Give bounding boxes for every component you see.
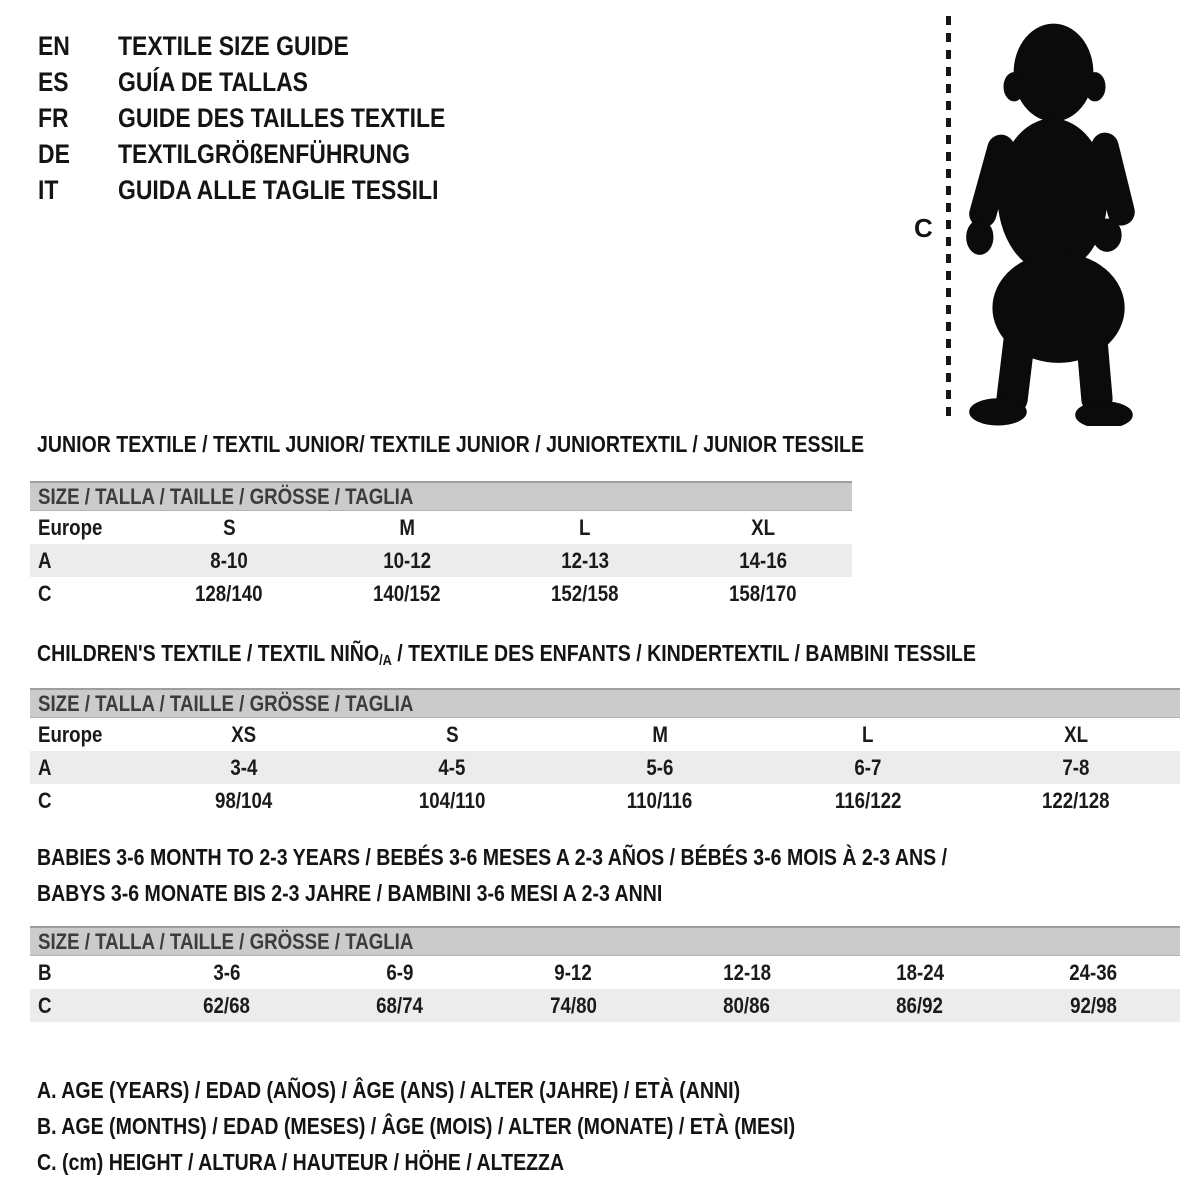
babies-section-title-line1: BABIES 3-6 MONTH TO 2-3 YEARS / BEBÉS 3-6 MESES A 2-3 AÑOS / BÉBÉS 3-6 MOIS À 2-3 ANS / xyxy=(37,844,948,870)
size-header-label: SIZE / TALLA / TAILLE / GRÖSSE / TAGLIA xyxy=(38,690,414,716)
measure-label-c: C xyxy=(914,213,933,243)
legend-line-a: A. AGE (YEARS) / EDAD (AÑOS) / ÂGE (ANS) / ALTER (JAHRE) / ETÀ (ANNI) xyxy=(37,1076,741,1103)
table-row-height xyxy=(30,784,1180,817)
months-cell: 12-18 xyxy=(722,959,771,985)
height-cell: 98/104 xyxy=(215,787,273,813)
toddler-silhouette-icon xyxy=(954,12,1152,426)
size-table-header xyxy=(30,926,1180,956)
size-cell: XL xyxy=(1064,721,1088,747)
height-cell: 116/122 xyxy=(834,787,902,813)
language-row-fr xyxy=(38,100,503,136)
months-cell: 18-24 xyxy=(896,959,944,985)
height-cell: 122/128 xyxy=(1042,787,1110,813)
height-cell: 92/98 xyxy=(1069,992,1117,1018)
row-label: C xyxy=(38,580,52,606)
guide-title-de: TEXTILGRÖßENFÜHRUNG xyxy=(118,138,410,169)
age-cell: 4-5 xyxy=(438,754,466,780)
guide-title-es: GUÍA DE TALLAS xyxy=(118,66,308,97)
language-row-en xyxy=(38,28,503,64)
language-title-list xyxy=(38,28,503,208)
table-row-age xyxy=(30,544,852,577)
height-cell: 158/170 xyxy=(729,580,797,606)
height-cell: 62/68 xyxy=(203,992,251,1018)
table-row-age xyxy=(30,751,1180,784)
height-dashed-line xyxy=(946,16,951,420)
months-cell: 6-9 xyxy=(386,959,414,985)
language-code: ES xyxy=(38,66,69,97)
table-row-height xyxy=(30,577,852,610)
table-row-height xyxy=(30,989,1180,1022)
height-cell: 152/158 xyxy=(551,580,619,606)
months-cell: 24-36 xyxy=(1069,959,1118,985)
age-cell: 6-7 xyxy=(854,754,882,780)
height-cell: 68/74 xyxy=(376,992,424,1018)
size-cell: S xyxy=(222,514,236,540)
size-cell: XL xyxy=(751,514,775,540)
age-cell: 5-6 xyxy=(646,754,674,780)
junior-section-title: JUNIOR TEXTILE / TEXTIL JUNIOR/ TEXTILE JUNIOR / JUNIORTEXTIL / JUNIOR TESSILE xyxy=(37,431,865,457)
size-cell: M xyxy=(652,721,668,747)
junior-size-table xyxy=(30,481,852,610)
children-section-title: CHILDREN'S TEXTILE / TEXTIL NIÑO/A / TEXTILE DES ENFANTS / KINDERTEXTIL / BAMBINI TESSILE xyxy=(37,640,976,669)
months-cell: 9-12 xyxy=(554,959,593,985)
language-row-es xyxy=(38,64,503,100)
legend-line-b: B. AGE (MONTHS) / EDAD (MESES) / ÂGE (MOIS) / ALTER (MONATE) / ETÀ (MESI) xyxy=(37,1112,796,1139)
row-label: Europe xyxy=(38,721,103,747)
age-cell: 12-13 xyxy=(561,547,609,573)
height-cell: 128/140 xyxy=(195,580,263,606)
row-label: B xyxy=(38,959,52,985)
age-cell: 10-12 xyxy=(383,547,431,573)
height-cell: 110/116 xyxy=(627,787,693,813)
table-row-europe xyxy=(30,511,852,544)
language-code: IT xyxy=(38,174,59,205)
height-cell: 74/80 xyxy=(549,992,597,1018)
row-label: C xyxy=(38,992,52,1018)
language-code: EN xyxy=(38,30,70,61)
language-row-de xyxy=(38,136,503,172)
size-cell: L xyxy=(579,514,591,540)
legend xyxy=(37,1072,929,1180)
row-label: A xyxy=(38,754,52,780)
size-header-label: SIZE / TALLA / TAILLE / GRÖSSE / TAGLIA xyxy=(38,928,414,954)
row-label: C xyxy=(38,787,52,813)
height-cell: 104/110 xyxy=(418,787,486,813)
language-code: FR xyxy=(38,102,69,133)
size-table-header xyxy=(30,481,852,511)
size-cell: S xyxy=(445,721,459,747)
language-code: DE xyxy=(38,138,70,169)
size-table-header xyxy=(30,688,1180,718)
children-size-table xyxy=(30,688,1180,817)
language-row-it xyxy=(38,172,503,208)
age-cell: 3-4 xyxy=(230,754,258,780)
babies-size-table xyxy=(30,926,1180,1022)
age-cell: 14-16 xyxy=(739,547,787,573)
table-row-months xyxy=(30,956,1180,989)
size-cell: M xyxy=(399,514,415,540)
months-cell: 3-6 xyxy=(213,959,241,985)
size-cell: L xyxy=(862,721,874,747)
table-row-europe xyxy=(30,718,1180,751)
guide-title-en: TEXTILE SIZE GUIDE xyxy=(118,30,349,61)
height-measure-figure xyxy=(900,10,1180,430)
guide-title-fr: GUIDE DES TAILLES TEXTILE xyxy=(118,102,446,133)
row-label: A xyxy=(38,547,52,573)
legend-line-c: C. (cm) HEIGHT / ALTURA / HAUTEUR / HÖHE / ALTEZZA xyxy=(37,1148,565,1175)
age-cell: 7-8 xyxy=(1062,754,1090,780)
row-label: Europe xyxy=(38,514,103,540)
height-cell: 86/92 xyxy=(896,992,944,1018)
size-cell: XS xyxy=(231,721,257,747)
guide-title-it: GUIDA ALLE TAGLIE TESSILI xyxy=(118,174,439,205)
height-cell: 80/86 xyxy=(723,992,771,1018)
size-header-label: SIZE / TALLA / TAILLE / GRÖSSE / TAGLIA xyxy=(38,483,414,509)
age-cell: 8-10 xyxy=(210,547,248,573)
height-cell: 140/152 xyxy=(373,580,441,606)
babies-section-title-line2: BABYS 3-6 MONATE BIS 2-3 JAHRE / BAMBINI 3-6 MESI A 2-3 ANNI xyxy=(37,880,663,906)
